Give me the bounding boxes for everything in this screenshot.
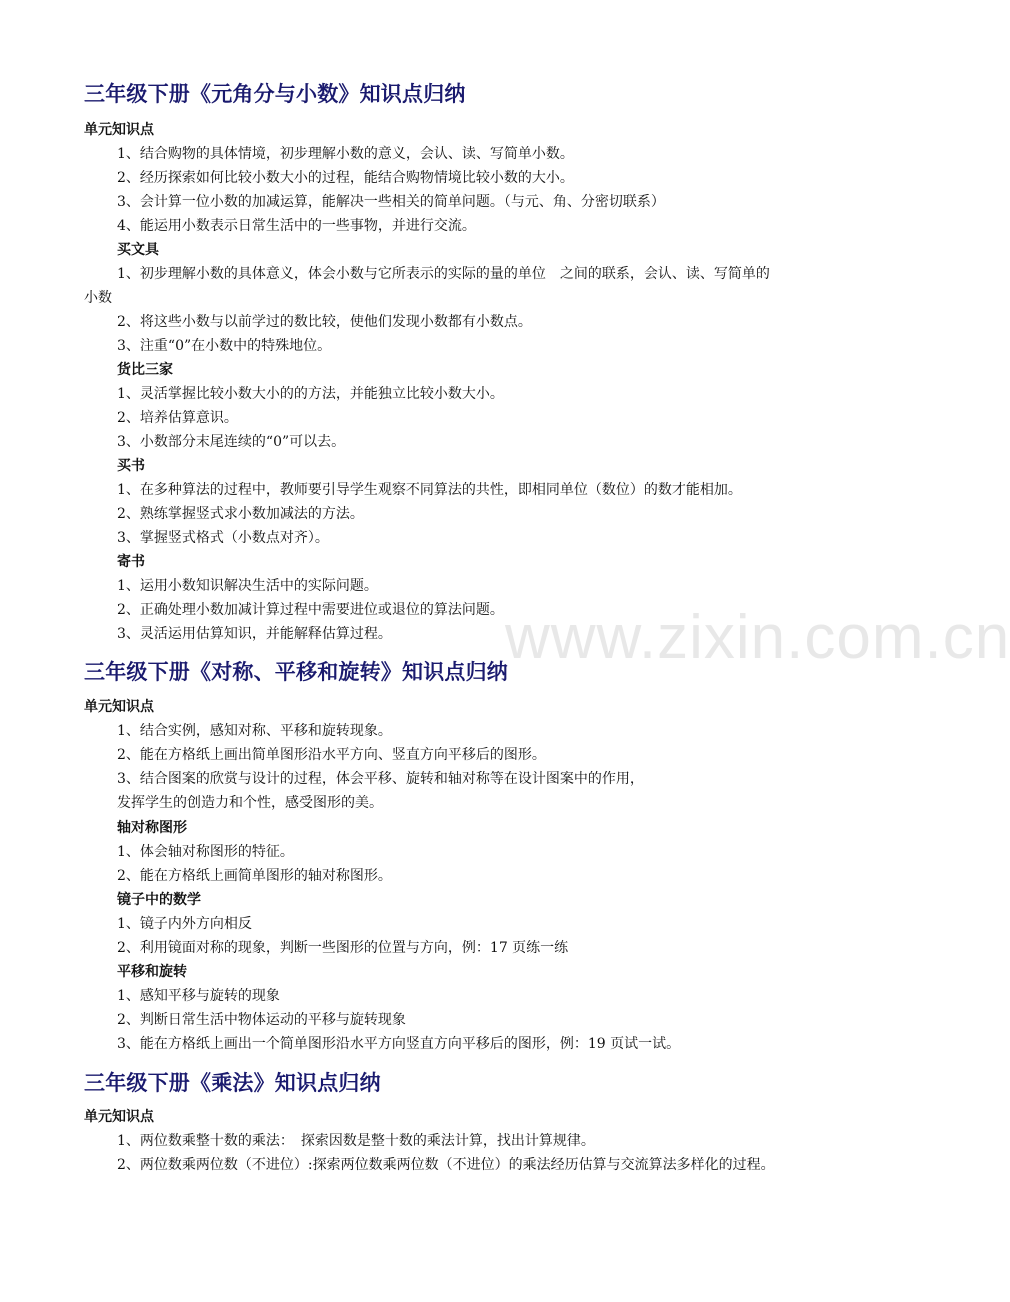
list-item: 2、能在方格纸上画简单图形的轴对称图形。 [117, 868, 392, 884]
list-item: 1、两位数乘整十数的乘法： 探索因数是整十数的乘法计算，找出计算规律。 [117, 1133, 595, 1149]
subsection-heading: 平移和旋转 [117, 964, 187, 980]
subsection-heading: 镜子中的数学 [117, 892, 201, 908]
list-item: 2、熟练掌握竖式求小数加减法的方法。 [117, 506, 364, 522]
list-item: 2、正确处理小数加减计算过程中需要进位或退位的算法问题。 [117, 602, 504, 618]
section-title: 三年级下册《对称、平移和旋转》知识点归纳 [84, 659, 508, 684]
list-item: 3、灵活运用估算知识，并能解释估算过程。 [117, 626, 392, 642]
list-item: 1、灵活掌握比较小数大小的的方法，并能独立比较小数大小。 [117, 386, 504, 402]
list-item: 3、结合图案的欣赏与设计的过程，体会平移、旋转和轴对称等在设计图案中的作用， [117, 771, 644, 787]
list-item: 1、结合实例，感知对称、平移和旋转现象。 [117, 723, 392, 739]
list-item: 3、小数部分末尾连续的“0”可以去。 [117, 434, 346, 450]
unit-heading: 单元知识点 [84, 122, 154, 138]
list-item: 4、能运用小数表示日常生活中的一些事物，并进行交流。 [117, 218, 476, 234]
list-item-continuation: 小数 [84, 290, 112, 306]
list-item: 1、体会轴对称图形的特征。 [117, 844, 294, 860]
section-title: 三年级下册《乘法》知识点归纳 [84, 1070, 381, 1095]
list-item: 2、利用镜面对称的现象，判断一些图形的位置与方向，例：17 页练一练 [117, 940, 569, 956]
list-item: 2、经历探索如何比较小数大小的过程，能结合购物情境比较小数的大小。 [117, 170, 574, 186]
list-item: 1、镜子内外方向相反 [117, 916, 252, 932]
list-item: 2、将这些小数与以前学过的数比较，使他们发现小数都有小数点。 [117, 314, 532, 330]
subsection-heading: 买文具 [117, 242, 159, 258]
list-item: 3、会计算一位小数的加减运算，能解决一些相关的简单问题。（与元、角、分密切联系） [117, 194, 665, 210]
list-item: 1、初步理解小数的具体意义，体会小数与它所表示的实际的量的单位 之间的联系，会认、读、写简单的 [117, 266, 770, 282]
list-item: 3、能在方格纸上画出一个简单图形沿水平方向竖直方向平移后的图形，例：19 页试一试。 [117, 1036, 681, 1052]
unit-heading: 单元知识点 [84, 699, 154, 715]
list-item: 3、注重“0”在小数中的特殊地位。 [117, 338, 332, 354]
list-item: 2、两位数乘两位数（不进位）:探索两位数乘两位数（不进位）的乘法经历估算与交流算法多样化的过程。 [117, 1157, 775, 1173]
list-item: 1、感知平移与旋转的现象 [117, 988, 280, 1004]
list-item: 1、运用小数知识解决生活中的实际问题。 [117, 578, 378, 594]
list-item: 3、掌握竖式格式（小数点对齐）。 [117, 530, 329, 546]
section-title: 三年级下册《元角分与小数》知识点归纳 [84, 81, 466, 106]
list-item: 1、在多种算法的过程中，教师要引导学生观察不同算法的共性，即相同单位（数位）的数才能相加。 [117, 482, 742, 498]
list-item: 1、结合购物的具体情境，初步理解小数的意义，会认、读、写简单小数。 [117, 146, 574, 162]
subsection-heading: 轴对称图形 [117, 820, 187, 836]
list-item-continuation: 发挥学生的创造力和个性，感受图形的美。 [117, 795, 383, 811]
subsection-heading: 货比三家 [117, 362, 173, 378]
unit-heading: 单元知识点 [84, 1109, 154, 1125]
list-item: 2、培养估算意识。 [117, 410, 238, 426]
subsection-heading: 寄书 [117, 554, 145, 570]
subsection-heading: 买书 [117, 458, 145, 474]
list-item: 2、能在方格纸上画出简单图形沿水平方向、竖直方向平移后的图形。 [117, 747, 546, 763]
list-item: 2、判断日常生活中物体运动的平移与旋转现象 [117, 1012, 406, 1028]
watermark: www.zixin.com.cn [505, 603, 1010, 672]
